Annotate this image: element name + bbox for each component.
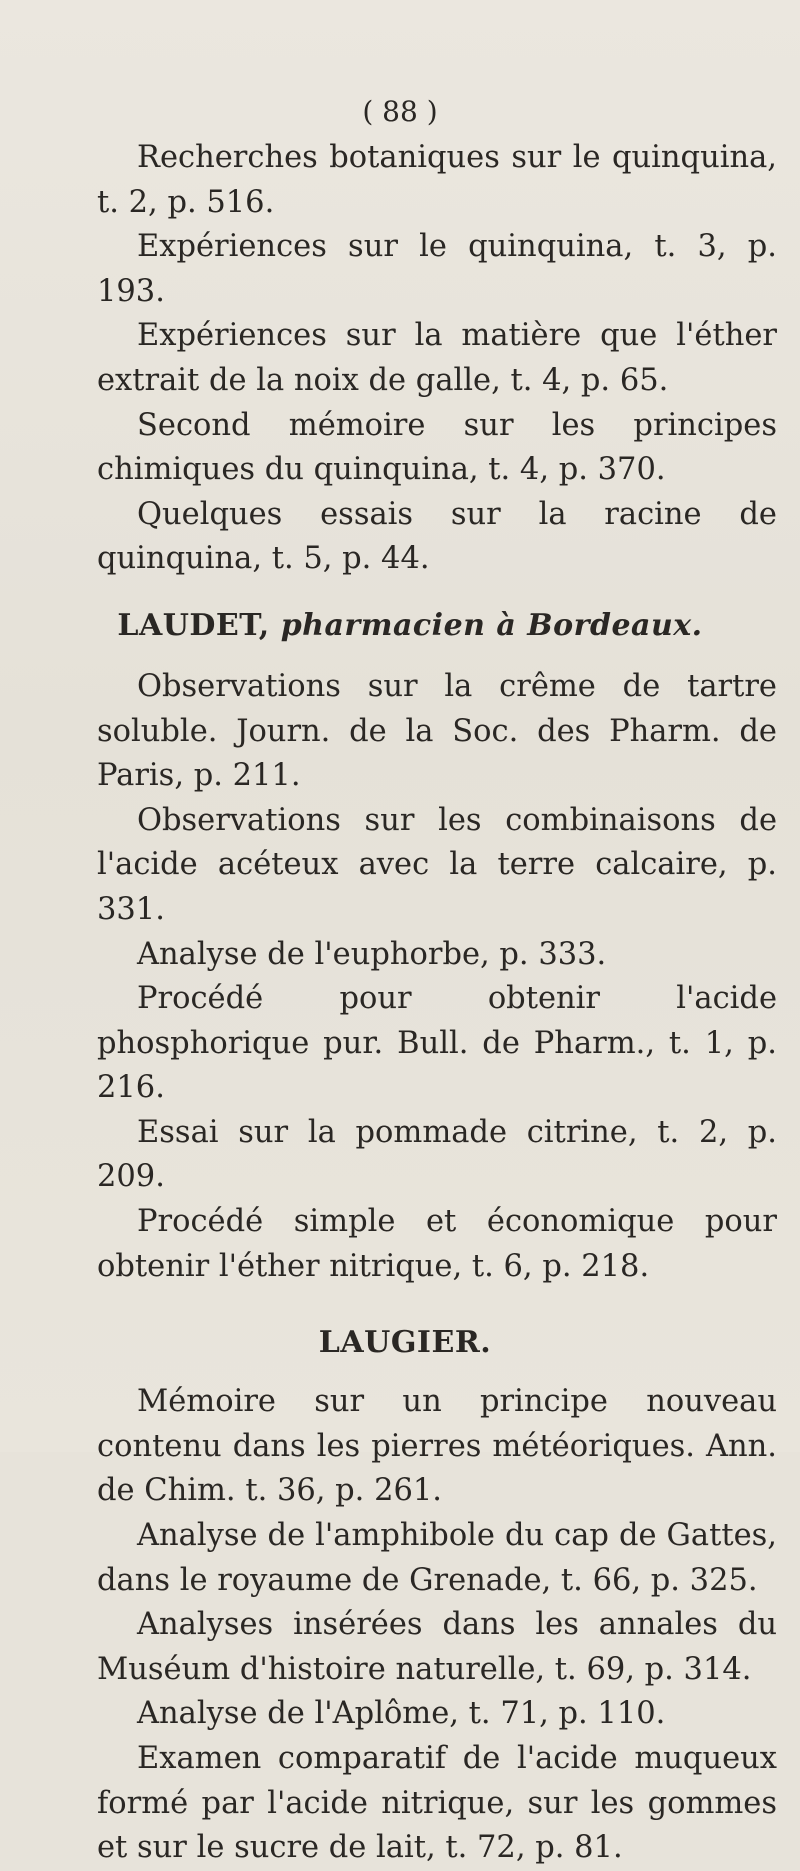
page-number: ( 88 ) [362,95,438,128]
section-laudet [0,665,800,1289]
entry: Recherches botaniques sur le quinquina, t. 2, p. 516. [97,140,777,220]
entry: Essai sur la pommade citrine, t. 2, p. 209. [97,1114,777,1195]
entry: Expériences sur la matière que l'éther extrait de la noix de galle, t. 4, p. 65. [97,318,777,398]
section-continued [0,136,800,582]
entry: Observations sur la crême de tartre soluble. Journ. de la Soc. des Pharm. de Paris, p. 211. [97,668,777,794]
entry: Quelques essais sur la racine de quinquina, t. 5, p. 44. [97,496,777,577]
entry: Analyses insérées dans les annales du Muséum d'histoire naturelle, t. 69, p. 314. [97,1607,777,1687]
section-laugier [0,1380,800,1871]
entry: Mémoire sur un principe nouveau contenu dans les pierres météoriques. Ann. de Chim. t. 36, p. 261. [97,1384,777,1509]
section-heading-laudet [0,608,800,643]
entry: Analyse de l'amphibole du cap de Gattes, dans le royaume de Grenade, t. 66, p. 325. [97,1518,777,1598]
author-note: pharmacien à Bordeaux. [280,607,703,643]
section-heading-laugier [0,1325,800,1360]
entry: Second mémoire sur les principes chimiques du quinquina, t. 4, p. 370. [97,407,777,488]
entry: Analyse de l'euphorbe, p. 333. [137,936,607,972]
author-name: LAUGIER. [318,1325,492,1361]
author-name: LAUDET, [117,607,270,643]
entry: Analyse de l'Aplôme, t. 71, p. 110. [137,1696,666,1732]
entry: Procédé simple et économique pour obtenir l'éther nitrique, t. 6, p. 218. [97,1204,777,1284]
entry: Procédé pour obtenir l'acide phosphorique pur. Bull. de Pharm., t. 1, p. 216. [97,981,777,1106]
entry: Observations sur les combinaisons de l'acide acéteux avec la terre calcaire, p. 331. [97,802,777,927]
page-content [0,136,800,1871]
entry: Examen comparatif de l'acide muqueux formé par l'acide nitrique, sur les gommes et sur le sucre de lait, t. 72, p. 81. [97,1741,777,1866]
entry: Expériences sur le quinquina, t. 3, p. 193. [97,229,777,309]
